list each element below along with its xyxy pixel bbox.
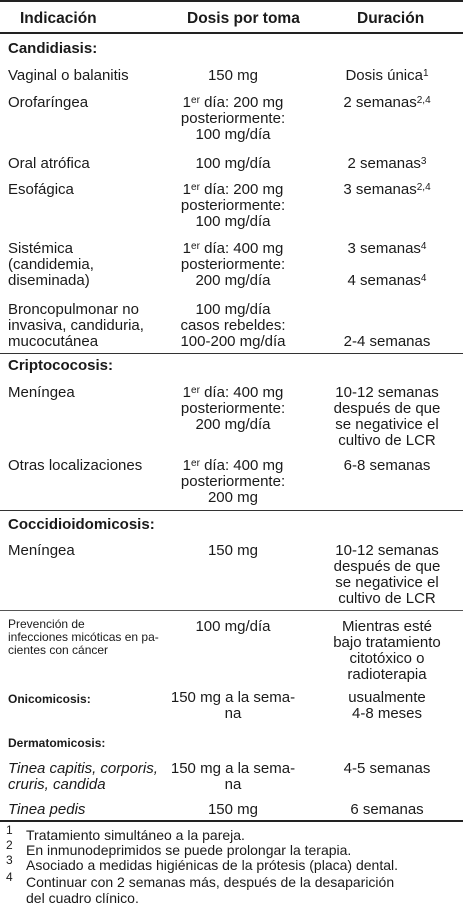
row-tinea-pedis-name: Tinea pedis <box>8 801 86 818</box>
row-bronco-duration: 2-4 semanas <box>343 333 431 350</box>
section-candidiasis: Candidiasis: <box>8 40 98 57</box>
row-bronco-dose-3: 100-200 mg/día <box>180 333 286 350</box>
row-prevencion-name-3: cientes con cáncer <box>8 643 109 657</box>
row-onicomicosis-duration-2: 4-8 meses <box>351 705 423 722</box>
footnote-4-number: 4 <box>6 870 13 884</box>
row-prevencion-dose: 100 mg/día <box>195 618 271 635</box>
footnote-3-number: 3 <box>6 853 13 867</box>
footnote-2-number: 2 <box>6 838 13 852</box>
row-sistemica-duration-1: 3 semanas$^4$ <box>347 240 427 257</box>
footnote-2-text: En inmunodeprimidos se puede prolongar la terapia. <box>26 842 352 858</box>
row-vaginal-dose: 150 mg <box>207 67 259 84</box>
header-dosis: Dosis por toma <box>187 10 300 27</box>
row-oral-name: Oral atrófica <box>8 155 90 172</box>
row-cripto-meningea-duration: 10-12 semanas <box>335 384 439 401</box>
row-bronco-name-2: invasiva, candiduria, <box>8 317 144 334</box>
divider <box>0 610 463 611</box>
row-cocci-meningea-duration-2: después de que <box>333 558 441 575</box>
row-cripto-meningea-dose: 1er día: 400 mg <box>182 384 284 401</box>
row-cripto-meningea-duration-3: se negativice el <box>335 416 439 433</box>
row-otras-name: Otras localizaciones <box>8 457 143 474</box>
row-orofaringea-dose-3: 100 mg/día <box>195 126 271 143</box>
row-cripto-meningea-name: Meníngea <box>8 384 75 401</box>
row-esofagica-dose-2: posteriormente: <box>180 197 286 214</box>
table-header <box>0 0 463 34</box>
row-vaginal-duration: Dosis única$^1$ <box>345 67 429 84</box>
section-criptococosis: Criptococosis: <box>8 357 114 374</box>
row-cripto-meningea-dose-2: posteriormente: <box>180 400 286 417</box>
row-orofaringea-duration: 2 semanas$^{2,4}$ <box>343 94 431 111</box>
row-tinea-capitis-duration: 4-5 semanas <box>343 760 431 777</box>
row-tinea-pedis-dose: 150 mg <box>207 801 259 818</box>
footnote-4-text: Continuar con 2 semanas más, después de la desaparición <box>26 874 395 890</box>
row-otras-duration: 6-8 semanas <box>343 457 431 474</box>
divider <box>0 820 463 822</box>
row-cripto-meningea-dose-3: 200 mg/día <box>195 416 271 433</box>
row-prevencion-duration: Mientras esté <box>341 618 433 635</box>
row-oral-duration: 2 semanas$^3$ <box>347 155 427 172</box>
row-oral-dose: 100 mg/día <box>195 155 271 172</box>
row-otras-dose-3: 200 mg <box>207 489 259 506</box>
row-prevencion-name: Prevención de <box>8 617 85 631</box>
row-cocci-meningea-duration-4: cultivo de LCR <box>338 590 436 607</box>
row-onicomicosis-dose: 150 mg a la sema- <box>170 689 296 706</box>
row-cocci-meningea-duration-3: se negativice el <box>335 574 439 591</box>
row-cocci-meningea-duration: 10-12 semanas <box>335 542 439 559</box>
row-orofaringea-dose: 1er día: 200 mg <box>182 94 284 111</box>
row-cripto-meningea-duration-2: después de que <box>333 400 441 417</box>
row-onicomicosis-duration: usualmente <box>348 689 426 706</box>
row-tinea-capitis-dose: 150 mg a la sema- <box>170 760 296 777</box>
row-bronco-name-3: mucocutánea <box>8 333 99 350</box>
row-tinea-capitis-name-2: cruris, candida <box>8 776 106 793</box>
row-prevencion-duration-3: citotóxico o <box>349 650 425 667</box>
footnote-4-text-2: del cuadro clínico. <box>26 890 139 906</box>
row-esofagica-dose-3: 100 mg/día <box>195 213 271 230</box>
row-orofaringea-dose-2: posteriormente: <box>180 110 286 127</box>
row-cripto-meningea-duration-4: cultivo de LCR <box>338 432 436 449</box>
row-vaginal-name: Vaginal o balanitis <box>8 67 129 84</box>
row-prevencion-duration-4: radioterapia <box>347 666 427 683</box>
row-onicomicosis-dose-2: na <box>224 705 242 722</box>
row-sistemica-name-3: diseminada) <box>8 272 90 289</box>
row-tinea-pedis-duration: 6 semanas <box>350 801 424 818</box>
row-esofagica-name: Esofágica <box>8 181 74 198</box>
row-otras-dose: 1er día: 400 mg <box>182 457 284 474</box>
row-orofaringea-name: Orofaríngea <box>8 94 89 111</box>
divider <box>0 510 463 511</box>
row-sistemica-dose-2: posteriormente: <box>180 256 286 273</box>
header-duracion: Duración <box>357 10 425 27</box>
row-prevencion-duration-2: bajo tratamiento <box>333 634 441 651</box>
section-coccidioidomicosis: Coccidioidomicosis: <box>8 516 155 533</box>
row-sistemica-duration-2: 4 semanas$^4$ <box>347 272 427 289</box>
row-tinea-capitis-dose-2: na <box>224 776 242 793</box>
section-dermatomicosis: Dermatomicosis: <box>8 736 106 750</box>
row-bronco-dose: 100 mg/día <box>195 301 271 318</box>
footnote-1-number: 1 <box>6 823 13 837</box>
row-onicomicosis-name: Onicomicosis: <box>8 692 91 706</box>
row-bronco-dose-2: casos rebeldes: <box>180 317 286 334</box>
row-tinea-capitis-name: Tinea capitis, corporis, <box>8 760 158 777</box>
row-prevencion-name-2: infecciones micóticas en pa- <box>8 630 159 644</box>
row-bronco-name: Broncopulmonar no <box>8 301 139 318</box>
row-cocci-meningea-dose: 150 mg <box>207 542 259 559</box>
footnote-1-text: Tratamiento simultáneo a la pareja. <box>26 827 245 843</box>
row-esofagica-duration: 3 semanas$^{2,4}$ <box>343 181 431 198</box>
row-sistemica-name: Sistémica <box>8 240 74 257</box>
row-otras-dose-2: posteriormente: <box>180 473 286 490</box>
divider <box>0 353 463 354</box>
row-cocci-meningea-name: Meníngea <box>8 542 75 559</box>
header-indicacion: Indicación <box>20 10 97 27</box>
footnote-3-text: Asociado a medidas higiénicas de la prótesis (placa) dental. <box>26 857 398 873</box>
row-sistemica-dose: 1er día: 400 mg <box>182 240 284 257</box>
row-sistemica-name-2: (candidemia, <box>8 256 94 273</box>
row-esofagica-dose: 1er día: 200 mg <box>182 181 284 198</box>
row-sistemica-dose-3: 200 mg/día <box>195 272 271 289</box>
